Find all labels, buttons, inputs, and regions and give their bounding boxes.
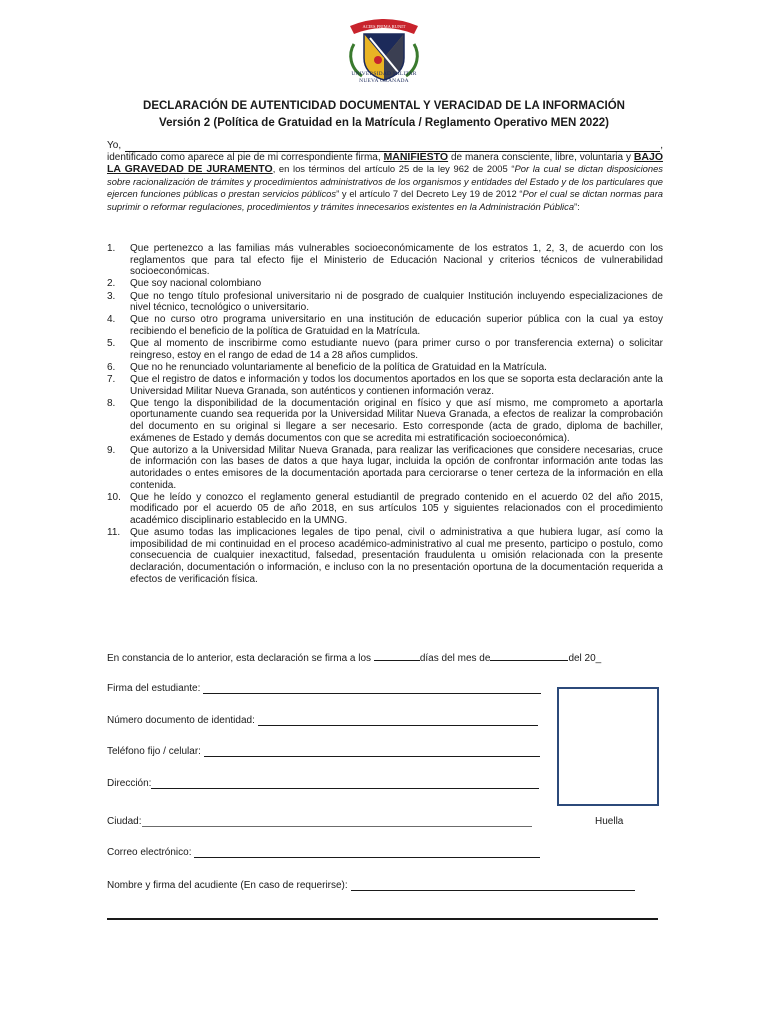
ciudad-label: Ciudad: bbox=[107, 816, 142, 827]
intro-p1: identificado como aparece al pie de mi correspondiente firma, bbox=[107, 151, 381, 163]
acudiente-field bbox=[107, 880, 635, 891]
days-blank[interactable] bbox=[374, 651, 420, 661]
constancia-line bbox=[107, 651, 601, 665]
huella-label: Huella bbox=[595, 816, 624, 827]
direccion-input[interactable] bbox=[151, 778, 539, 789]
yo-label: Yo, bbox=[107, 140, 122, 151]
intro-p2: de manera consciente, libre, voluntaria y bbox=[450, 151, 631, 163]
manifiesto-text: MANIFIESTO bbox=[383, 150, 449, 163]
list-item: 2. Que soy nacional colombiano bbox=[107, 278, 262, 290]
logo-motto: ACIES PRIMA RUNIT bbox=[362, 24, 406, 29]
document-title bbox=[0, 98, 768, 132]
intro-p4: ” y el artículo 7 del Decreto Ley 19 de 2012 “ bbox=[336, 188, 523, 200]
ciudad-field bbox=[107, 816, 532, 827]
list-item: 10. Que he leído y conozco el reglamento general estudiantil de pregrado contenido en el acuerdo 02 del año 2015, modificado por el acuerdo 05 de año 2018, en sus artículos 105 y siguientes relacionados con el procedimiento académico disciplinario establecido en la UMNG. bbox=[107, 491, 663, 526]
telefono-label: Teléfono fijo / celular: bbox=[107, 746, 201, 757]
correo-field bbox=[107, 847, 540, 858]
list-item: 8. Que tengo la disponibilidad de la documentación original en físico y que así mismo, me comprometo a aportarla oportunamente cuando sea requerida por la Universidad Militar Nueva Granada, a efectos de realizar la comprobación del documento en su original si llegare a ser necesario. Esto corresponde (acta de grado, diploma de bachiller, exámenes de Estado y demás documentos con que se acredita mi estratificación socioeconómica). bbox=[107, 397, 663, 444]
list-item: 5. Que al momento de inscribirme como estudiante nuevo (para primer curso o por transferencia externa) o solicitar reingreso, estoy en el rango de edad de 14 a 28 años cumplidos. bbox=[107, 338, 663, 361]
intro-p3: , en los términos del artículo 25 de la ley 962 de 2005 “ bbox=[272, 163, 515, 175]
ley-quote: Por la cual se dictan disposiciones sobre racionalización de trámites y procedimientos administrativos de los organismos y entidades del Estado y de los particulares que ejercen funciones públicas o prestan servicios públicos bbox=[107, 163, 664, 200]
university-name-line2: NUEVA GRANADA bbox=[359, 78, 409, 84]
constancia-part2: días del mes de bbox=[419, 653, 491, 664]
yo-comma: , bbox=[660, 140, 663, 151]
declarations-list bbox=[107, 243, 663, 586]
documento-input[interactable] bbox=[258, 715, 538, 726]
telefono-field bbox=[107, 746, 540, 757]
direccion-field bbox=[107, 778, 539, 789]
university-name-line1: UNIVERSIDAD MILITAR bbox=[351, 71, 417, 77]
signature-line[interactable] bbox=[107, 918, 658, 920]
title-line1: DECLARACIÓN DE AUTENTICIDAD DOCUMENTAL Y VERACIDAD DE LA INFORMACIÓN bbox=[143, 100, 625, 112]
list-item: 3. Que no tengo título profesional universitario ni de posgrado de cualquier Institución incluyendo especializaciones de nivel técnico, tecnológico o universitario. bbox=[107, 290, 663, 314]
acudiente-input[interactable] bbox=[351, 880, 635, 891]
firma-input[interactable] bbox=[203, 683, 541, 694]
intro-paragraph bbox=[107, 140, 663, 214]
juramento-text: BAJO LA GRAVEDAD DE JURAMENTO bbox=[107, 150, 664, 176]
intro-text bbox=[107, 152, 663, 214]
university-name bbox=[334, 71, 434, 85]
constancia-part1: En constancia de lo anterior, esta declaración se firma a los bbox=[107, 653, 372, 664]
title-line2: Versión 2 (Política de Gratuidad en la Matrícula / Reglamento Operativo MEN 2022) bbox=[159, 117, 609, 129]
constancia-part3: del 20_ bbox=[568, 653, 602, 664]
documento-field bbox=[107, 715, 538, 726]
list-item: 1. Que pertenezco a las familias más vulnerables socioeconómicamente de los estratos 1, 2, 3, de acuerdo con los reglamentos que para tal efecto fije el Ministerio de Educación Nacional y criterios técnicos de vulnerabilidad socioeconómicas. bbox=[107, 243, 663, 278]
telefono-input[interactable] bbox=[204, 746, 540, 757]
month-blank[interactable] bbox=[490, 651, 568, 661]
correo-label: Correo electrónico: bbox=[107, 847, 192, 858]
direccion-label: Dirección: bbox=[107, 778, 152, 789]
acudiente-label: Nombre y firma del acudiente (En caso de requerirse): bbox=[107, 880, 348, 891]
list-item: 6. Que no he renunciado voluntariamente al beneficio de la política de Gratuidad en la Matrícula. bbox=[107, 361, 547, 373]
list-item: 7. Que el registro de datos e información y todos los documentos aportados en los que se soporta esta declaración ante la Universidad Militar Nueva Granada, son auténticos y contienen información veraz. bbox=[107, 374, 663, 397]
fingerprint-box[interactable] bbox=[557, 687, 659, 806]
decreto-quote: Por el cual se dictan normas para suprimir o reformar regulaciones, procedimientos y trámites innecesarios existentes en la Administración Pública bbox=[107, 188, 663, 212]
firma-field bbox=[107, 683, 541, 694]
firma-label: Firma del estudiante: bbox=[107, 683, 201, 694]
correo-input[interactable] bbox=[194, 847, 540, 858]
list-item: 11. Que asumo todas las implicaciones legales de tipo penal, civil o administrativa a que hubiera lugar, así como la imposibilidad de mi continuidad en el proceso académico-administrativo al cual me presento, participo o postulo, como consecuencia de cualquier inexactitud, falsedad, presentación fraudulenta u omisión relacionada con la presente declaración, documentación o información, e incluso con la no presentación oportuna de la documentación requerida a efectos de verificación física. bbox=[107, 527, 663, 585]
list-item: 9. Que autorizo a la Universidad Militar Nueva Granada, para realizar las verificaciones que considere necesarias, cruce de información con las bases de datos a que haya lugar, incluida la opción de confrontar información ante todas las autoridades o entes emisores de la documentación aportada para cerciorarse o tener certeza de la información en ella contenida. bbox=[107, 444, 663, 491]
intro-p5: ”: bbox=[574, 200, 580, 212]
list-item: 4. Que no curso otro programa universitario en una institución de educación superior pública con la cual ya estoy recibiendo el beneficio de la política de Gratuidad en la Matrícula. bbox=[107, 314, 663, 337]
ciudad-input[interactable] bbox=[142, 816, 532, 827]
documento-label: Número documento de identidad: bbox=[107, 715, 255, 726]
